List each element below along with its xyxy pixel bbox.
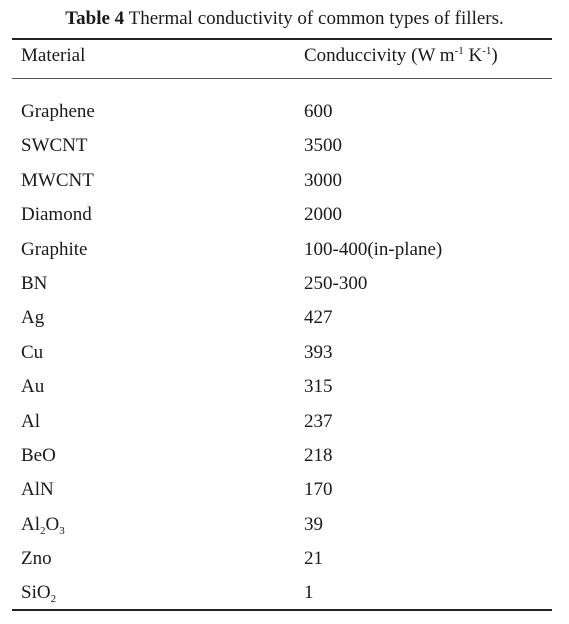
formula-part: Al [21, 513, 40, 535]
table-row [0, 97, 569, 131]
formula-subscript: 2 [40, 524, 46, 537]
header-conductivity [304, 43, 498, 69]
conductivity-cell: 1 [304, 582, 314, 604]
table-caption [0, 7, 569, 31]
conductivity-cell: 393 [304, 341, 333, 363]
conductivity-cell: 3000 [304, 169, 342, 191]
table-row [0, 407, 569, 441]
table-row [0, 372, 569, 406]
material-cell: Graphene [21, 101, 95, 122]
formula-subscript: 3 [59, 524, 65, 537]
conductivity-cell: 237 [304, 410, 333, 432]
conductivity-cell: 250-300 [304, 272, 368, 294]
material-cell: Au [21, 376, 45, 398]
material-cell: MWCNT [21, 169, 94, 191]
conductivity-cell: 315 [304, 376, 333, 398]
table-row [0, 303, 569, 337]
table-row [0, 510, 569, 544]
table-row [0, 235, 569, 269]
header-rule [12, 78, 552, 79]
header-material: Material [21, 45, 86, 66]
conductivity-cell: 600 [304, 101, 333, 122]
formula-part: O [45, 513, 60, 535]
conductivity-cell: 21 [304, 548, 323, 570]
table-row [0, 544, 569, 578]
conductivity-cell: 3500 [304, 135, 342, 157]
table-caption-text: Thermal conductivity of common types of fillers. [124, 8, 504, 29]
conductivity-cell: 170 [304, 479, 333, 501]
conductivity-cell: 100-400(in-plane) [304, 238, 443, 260]
material-cell: Cu [21, 341, 44, 363]
table-row [0, 338, 569, 372]
bottom-rule [12, 609, 552, 611]
material-cell: Ag [21, 307, 45, 329]
table-label: Table 4 [65, 8, 125, 29]
conductivity-cell: 2000 [304, 204, 342, 226]
formula-part: SiO [21, 582, 51, 604]
table-row [0, 131, 569, 165]
conductivity-cell: 427 [304, 307, 333, 329]
table-row [0, 441, 569, 475]
material-cell: SWCNT [21, 135, 88, 157]
material-cell: Al [21, 410, 40, 432]
table-row [0, 166, 569, 200]
header-conductivity-mid: K [463, 45, 483, 66]
table-row [0, 475, 569, 509]
header-sup-2: -1 [482, 45, 492, 57]
material-cell: Zno [21, 548, 52, 570]
table-body [0, 97, 569, 613]
material-cell: BN [21, 272, 48, 294]
material-cell-al2o3 [21, 510, 65, 540]
material-cell: AlN [21, 479, 54, 501]
material-cell: BeO [21, 444, 56, 466]
header-sup-1: -1 [454, 45, 464, 57]
table-row [0, 578, 569, 612]
formula-subscript: 2 [50, 593, 57, 606]
conductivity-cell: 39 [304, 513, 323, 535]
material-cell-sio2 [21, 578, 56, 608]
header-conductivity-prefix: Conduccivity (W m [304, 45, 455, 66]
material-cell: Diamond [21, 204, 92, 226]
header-conductivity-suffix: ) [491, 45, 498, 66]
conductivity-cell: 218 [304, 444, 333, 466]
material-cell: Graphite [21, 238, 88, 260]
table-row [0, 269, 569, 303]
top-rule [12, 38, 552, 40]
table-row [0, 200, 569, 234]
